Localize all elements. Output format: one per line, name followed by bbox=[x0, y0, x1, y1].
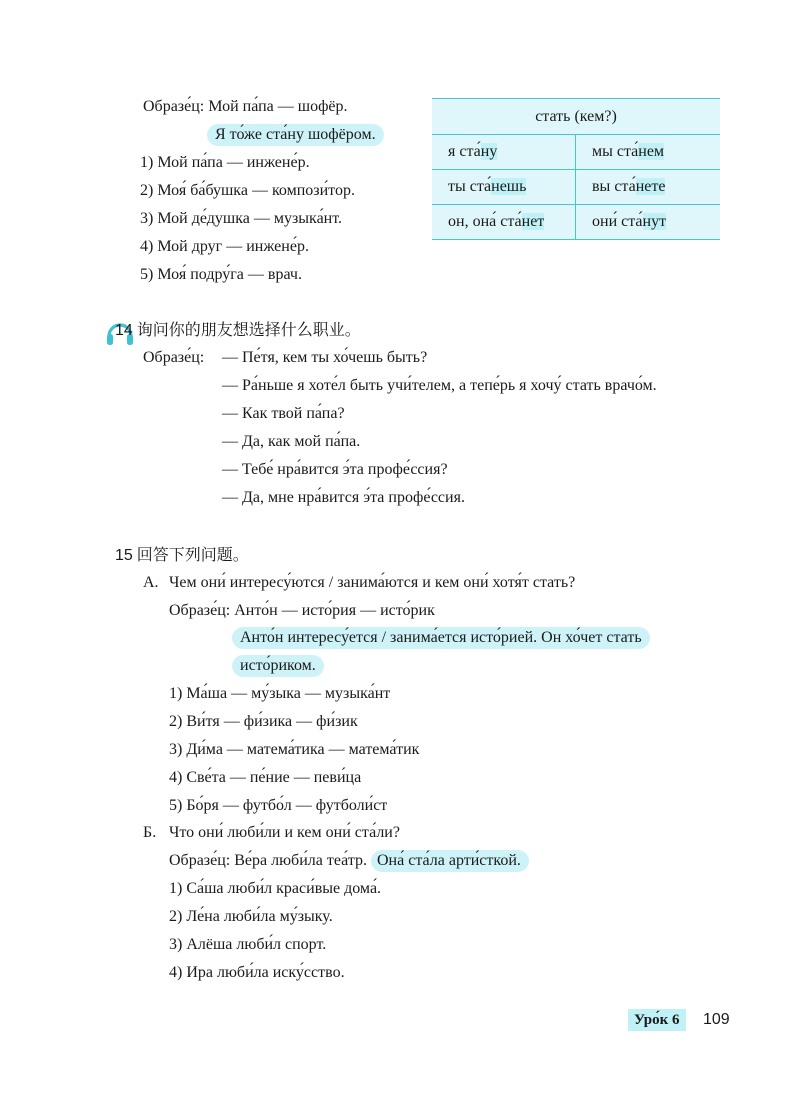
exercise-instruction: 回答下列问题。 bbox=[136, 545, 249, 564]
highlighted-answer: Она́ ста́ла арти́сткой. bbox=[371, 850, 529, 872]
ex13-item: 4) Мой друг — инжене́р. bbox=[140, 238, 309, 255]
ex15-part-a-question bbox=[143, 572, 575, 594]
conjugation-cell bbox=[432, 170, 576, 204]
conjugation-cell bbox=[576, 205, 720, 239]
verb-ending: нут bbox=[642, 213, 667, 230]
ex15-a-item: 2) Ви́тя — фи́зика — фи́зик bbox=[169, 713, 358, 730]
verb-ending: нешь bbox=[491, 178, 527, 195]
verb-stem: ста́ bbox=[469, 178, 492, 195]
conjugation-cell bbox=[432, 205, 576, 239]
ex15-part-b-sample bbox=[169, 850, 529, 872]
ex14-sample-label: Образе́ц: bbox=[143, 349, 205, 366]
conjugation-row bbox=[432, 170, 720, 205]
dialogue-line: — Ра́ньше я хоте́л быть учи́телем, а тепе́рь я хочу́ стать врачо́м. bbox=[222, 377, 657, 394]
ex15-a-item: 3) Ди́ма — матема́тика — матема́тик bbox=[169, 741, 420, 758]
ex13-item: 3) Мой де́душка — музыка́нт. bbox=[140, 210, 343, 227]
dialogue-line: — Пе́тя, кем ты хо́чешь быть? bbox=[222, 349, 428, 366]
conjugation-table bbox=[432, 98, 720, 240]
sample-prompt: Мой па́па — шофёр. bbox=[208, 98, 348, 115]
ex15-part-b-question bbox=[143, 822, 400, 844]
dialogue-line: — Как твой па́па? bbox=[222, 405, 345, 422]
ex13-item: 1) Мой па́па — инжене́р. bbox=[140, 154, 310, 171]
lesson-badge: Уро́к 6 bbox=[628, 1009, 686, 1031]
dialogue-line: — Да, как мой па́па. bbox=[222, 433, 361, 450]
sample-prompt: Анто́н — исто́рия — исто́рик bbox=[234, 602, 435, 619]
pronoun: я bbox=[448, 143, 456, 160]
pronoun: ты bbox=[448, 178, 466, 195]
ex13-item: 2) Моя́ ба́бушка — компози́тор. bbox=[140, 182, 355, 199]
exercise-number: 14 bbox=[115, 322, 133, 339]
part-label: Б. bbox=[143, 824, 157, 841]
verb-ending: нете bbox=[635, 178, 666, 195]
ex15-a-item: 5) Бо́ря — футбо́л — футболи́ст bbox=[169, 797, 388, 814]
conjugation-row bbox=[432, 135, 720, 170]
sample-prompt: Ве́ра люби́ла теа́тр. bbox=[234, 852, 367, 869]
verb-ending: нем bbox=[638, 143, 665, 160]
dialogue-line: — Тебе́ нра́вится э́та профе́ссия? bbox=[222, 461, 448, 478]
part-label: А. bbox=[143, 574, 159, 591]
ex13-sample-answer bbox=[215, 124, 384, 146]
ex13-sample bbox=[143, 96, 348, 118]
pronoun: мы bbox=[592, 143, 613, 160]
ex13-item: 5) Моя́ подру́га — врач. bbox=[140, 266, 302, 283]
verb-ending: нет bbox=[521, 213, 545, 230]
verb-ending: ну bbox=[480, 143, 498, 160]
pronoun: они́ bbox=[592, 213, 618, 230]
verb-stem: ста́ bbox=[500, 213, 522, 230]
conjugation-row bbox=[432, 205, 720, 239]
exercise-number: 15 bbox=[115, 547, 133, 564]
ex15-part-a-answer-line1 bbox=[240, 627, 650, 649]
ex15-b-item: 1) Са́ша люби́л краси́вые дома́. bbox=[169, 880, 382, 897]
ex14-title bbox=[115, 319, 361, 342]
sample-label: Образе́ц: bbox=[169, 852, 231, 869]
conjugation-cell bbox=[432, 135, 576, 169]
ex15-b-item: 4) Ира люби́ла иску́сство. bbox=[169, 964, 345, 981]
conjugation-cell bbox=[576, 135, 720, 169]
pronoun: вы bbox=[592, 178, 611, 195]
pronoun: он, она́ bbox=[448, 213, 497, 230]
page-number: 109 bbox=[703, 1011, 730, 1028]
highlighted-answer: Я то́же ста́ну шофёром. bbox=[207, 124, 384, 146]
highlighted-answer: Анто́н интересу́ется / занима́ется исто́рией. Он хо́чет стать bbox=[232, 627, 650, 649]
ex15-a-item: 4) Све́та — пе́ние — певи́ца bbox=[169, 769, 362, 786]
highlighted-answer: исто́риком. bbox=[232, 655, 324, 677]
sample-label: Образе́ц: bbox=[143, 98, 205, 115]
verb-stem: ста́ bbox=[616, 143, 639, 160]
ex15-b-item: 2) Ле́на люби́ла му́зыку. bbox=[169, 908, 333, 925]
ex15-b-item: 3) Алёша люби́л спорт. bbox=[169, 936, 327, 953]
exercise-instruction: 询问你的朋友想选择什么职业。 bbox=[136, 320, 361, 339]
ex15-part-a-sample bbox=[169, 600, 435, 622]
verb-stem: ста́ bbox=[621, 213, 643, 230]
part-question: Чем они́ интересу́ются / занима́ются и кем они́ хотя́т стать? bbox=[169, 574, 576, 591]
sample-label: Образе́ц: bbox=[169, 602, 231, 619]
verb-stem: ста́ bbox=[614, 178, 636, 195]
conjugation-cell bbox=[576, 170, 720, 204]
part-question: Что они́ люби́ли и кем они́ ста́ли? bbox=[169, 824, 400, 841]
ex15-title bbox=[115, 544, 249, 567]
ex15-a-item: 1) Ма́ша — му́зыка — музыка́нт bbox=[169, 685, 391, 702]
conjugation-header: стать (кем?) bbox=[432, 99, 720, 135]
ex15-part-a-answer-line2 bbox=[240, 655, 324, 677]
dialogue-line: — Да, мне нра́вится э́та профе́ссия. bbox=[222, 489, 465, 506]
verb-stem: ста́ bbox=[459, 143, 481, 160]
